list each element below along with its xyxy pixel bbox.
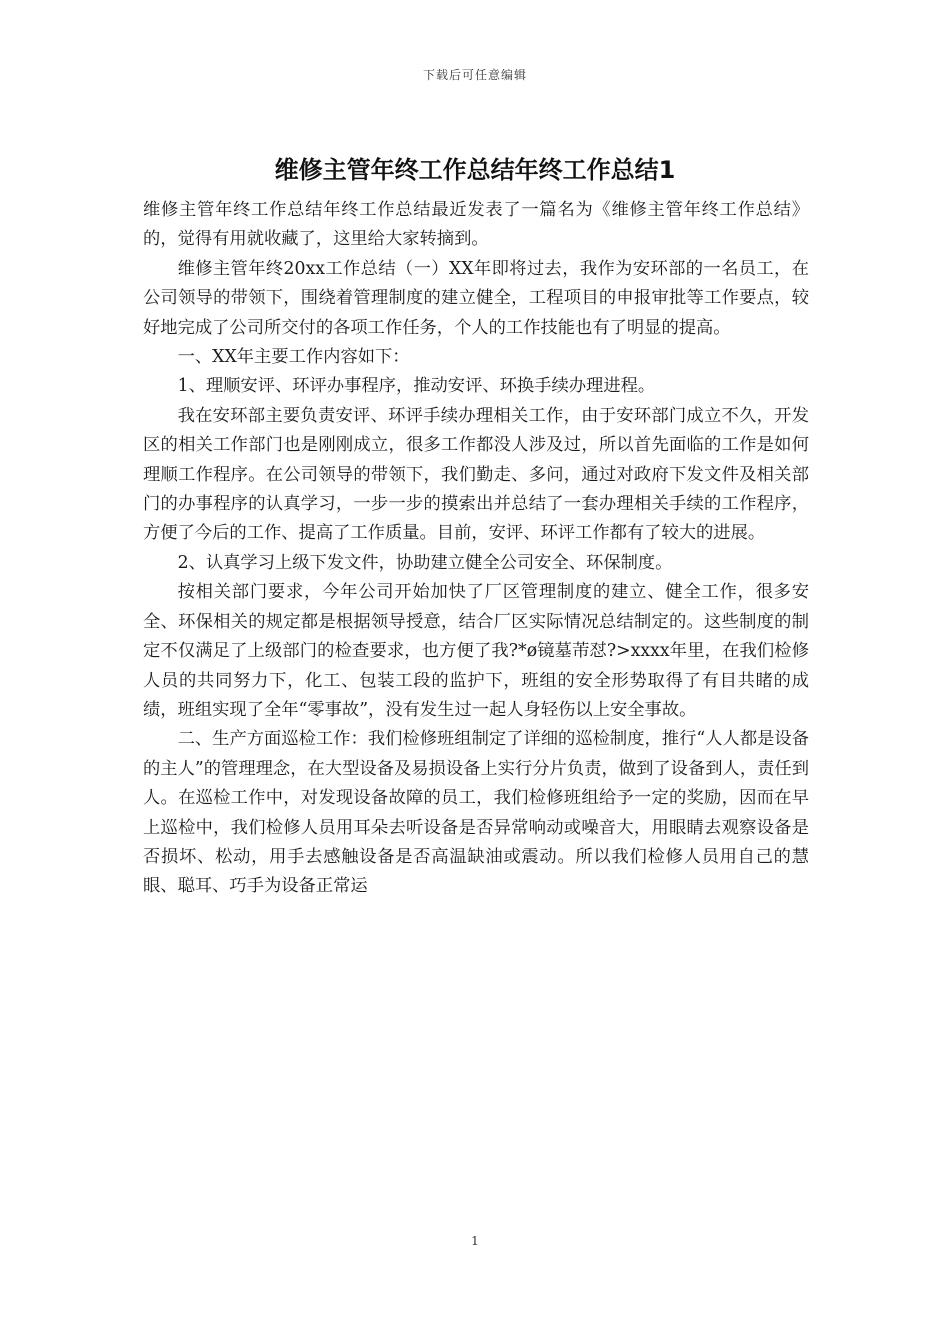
paragraph-item-1-heading: 1、理顺安评、环评办事程序，推动安评、环换手续办理进程。	[177, 376, 656, 397]
header-note: 下载后可任意编辑	[422, 68, 527, 82]
page-number: 1	[471, 1234, 479, 1248]
document-body	[143, 196, 809, 902]
paragraph-item-2-body: 按相关部门要求，今年公司开始加快了厂区管理制度的建立、健全工作，很多安全、环保相关的规定都是根据领导授意，结合厂区实际情况总结制定的。这些制度的制定不仅满足了上级部门的检查要求，也方便了我?*ø镜墓芾怼?>xxxx年里，在我们检修人员的共同努力下，化工、包装工段的监护下，班组的安全形势取得了有目共睹的成绩，班组实现了全年“零事故”，没有发生过一起人身轻伤以上安全事故。	[143, 582, 809, 720]
paragraph-section-heading-1: 一、XX年主要工作内容如下：	[177, 347, 410, 368]
paragraph-summary-opening: 维修主管年终20xx工作总结（一）XX年即将过去，我作为安环部的一名员工，在公司领导的带领下，围绕着管理制度的建立健全，工程项目的申报审批等工作要点，较好地完成了公司所交付的各项工作任务，个人的工作技能也有了明显的提高。	[143, 258, 809, 338]
paragraph-section-heading-2: 二、生产方面巡检工作：我们检修班组制定了详细的巡检制度，推行“人人都是设备的主人”的管理理念，在大型设备及易损设备上实行分片负责，做到了设备到人，责任到人。在巡检工作中，对发现设备故障的员工，我们检修班组给予一定的奖励，因而在早上巡检中，我们检修人员用耳朵去听设备是否异常响动或噪音大，用眼睛去观察设备是否损坏、松动，用手去感触设备是否高温缺油或震动。所以我们检修人员用自己的慧眼、聪耳、巧手为设备正常运	[143, 729, 809, 897]
paragraph-item-2-heading: 2、认真学习上级下发文件，协助建立健全公司安全、环保制度。	[177, 552, 673, 573]
document-title: 维修主管年终工作总结年终工作总结1	[274, 156, 676, 184]
paragraph-intro: 维修主管年终工作总结年终工作总结最近发表了一篇名为《维修主管年终工作总结》的，觉得有用就收藏了，这里给大家转摘到。	[143, 200, 809, 250]
paragraph-item-1-body: 我在安环部主要负责安评、环评手续办理相关工作，由于安环部门成立不久，开发区的相关工作部门也是刚刚成立，很多工作都没人涉及过，所以首先面临的工作是如何理顺工作程序。在公司领导的带领下，我们勤走、多问，通过对政府下发文件及相关部门的办事程序的认真学习，一步一步的摸索出并总结了一套办理相关手续的工作程序，方便了今后的工作、提高了工作质量。目前，安评、环评工作都有了较大的进展。	[143, 405, 809, 544]
